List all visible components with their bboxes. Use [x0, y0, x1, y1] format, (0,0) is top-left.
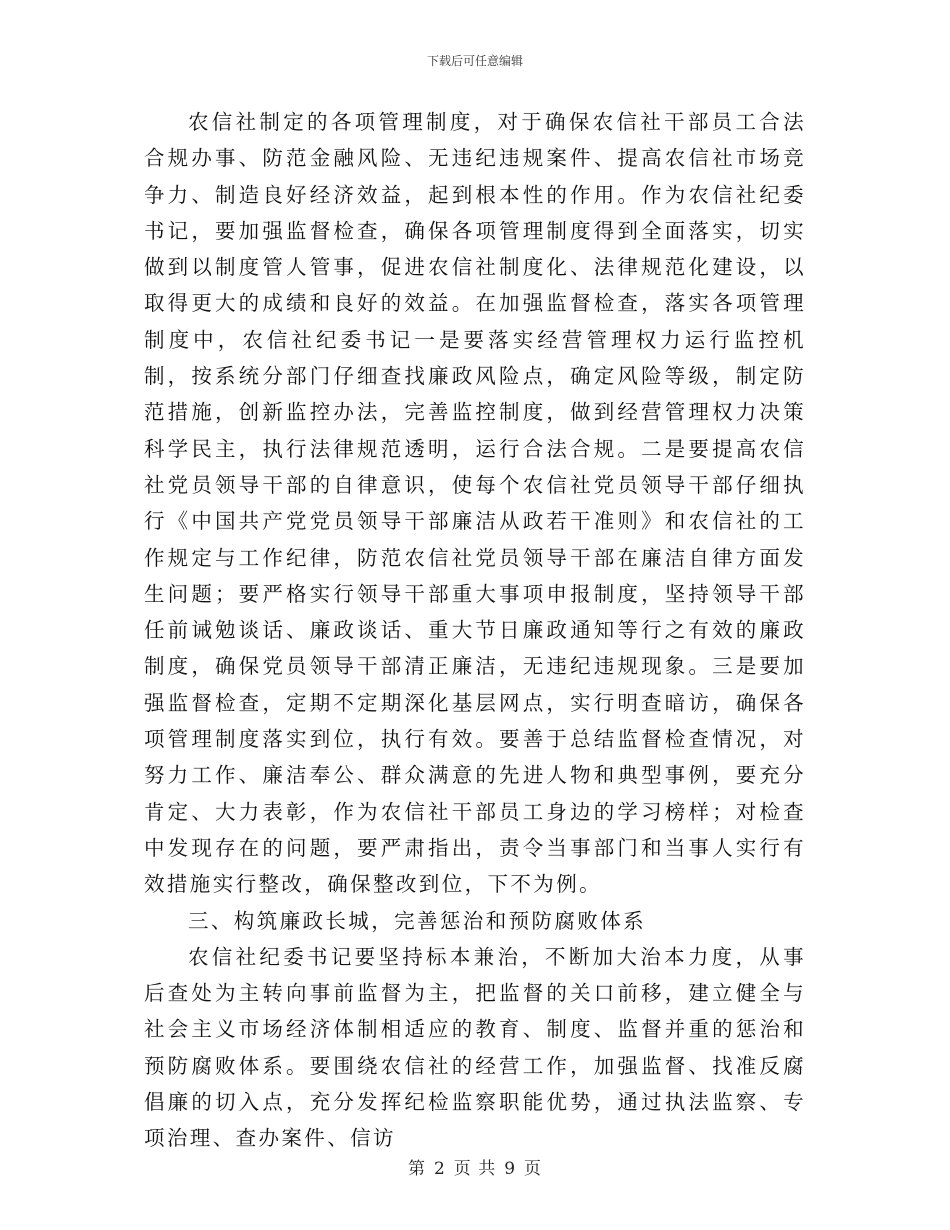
- footer-suffix: 页: [524, 1159, 543, 1179]
- footer-prefix: 第: [407, 1159, 426, 1179]
- body-paragraph: 农信社制定的各项管理制度，对于确保农信社干部员工合法合规办事、防范金融风险、无违纪违规案件、提高农信社市场竞争力、制造良好经济效益，起到根本性的作用。作为农信社纪委书记，要加强监督检查，确保各项管理制度得到全面落实，切实做到以制度管人管事，促进农信社制度化、法律规范化建设，以取得更大的成绩和良好的效益。在加强监督检查，落实各项管理制度中，农信社纪委书记一是要落实经营管理权力运行监控机制，按系统分部门仔细查找廉政风险点，确定风险等级，制定防范措施，创新监控办法，完善监控制度，做到经营管理权力决策科学民主，执行法律规范透明，运行合法合规。二是要提高农信社党员领导干部的自律意识，使每个农信社党员领导干部仔细执行《中国共产党党员领导干部廉洁从政若干准则》和农信社的工作规定与工作纪律，防范农信社党员领导干部在廉洁自律方面发生问题；要严格实行领导干部重大事项申报制度，坚持领导干部任前诫勉谈话、廉政谈话、重大节日廉政通知等行之有效的廉政制度，确保党员领导干部清正廉洁，无违纪违规现象。三是要加强监督检查，定期不定期深化基层网点，实行明查暗访，确保各项管理制度落实到位，执行有效。要善于总结监督检查情况，对努力工作、廉洁奉公、群众满意的先进人物和典型事例，要充分肯定、大力表彰，作为农信社干部员工身边的学习榜样；对检查中发现存在的问题，要严肃指出，责令当事部门和当事人实行有效措施实行整改，确保整改到位，下不为例。: [144, 110, 806, 897]
- footer-mid: 页 共: [453, 1159, 497, 1179]
- page-footer: [0, 1154, 950, 1179]
- document-body: [144, 104, 806, 1157]
- body-paragraph: 农信社纪委书记要坚持标本兼治，不断加大治本力度，从事后查处为主转向事前监督为主，把监督的关口前移，建立健全与社会主义市场经济体制相适应的教育、制度、监督并重的惩治和预防腐败体系。要围绕农信社的经营工作，加强监督、找准反腐倡廉的切入点，充分发挥纪检监察职能优势，通过执法监察、专项治理、查办案件、信访: [144, 944, 806, 1151]
- footer-total-pages: 9: [504, 1159, 517, 1179]
- section-heading: 三、构筑廉政长城，完善惩治和预防腐败体系: [188, 908, 646, 933]
- page-header-note: 下载后可任意编辑: [426, 54, 523, 68]
- footer-page-number: 2: [433, 1159, 446, 1179]
